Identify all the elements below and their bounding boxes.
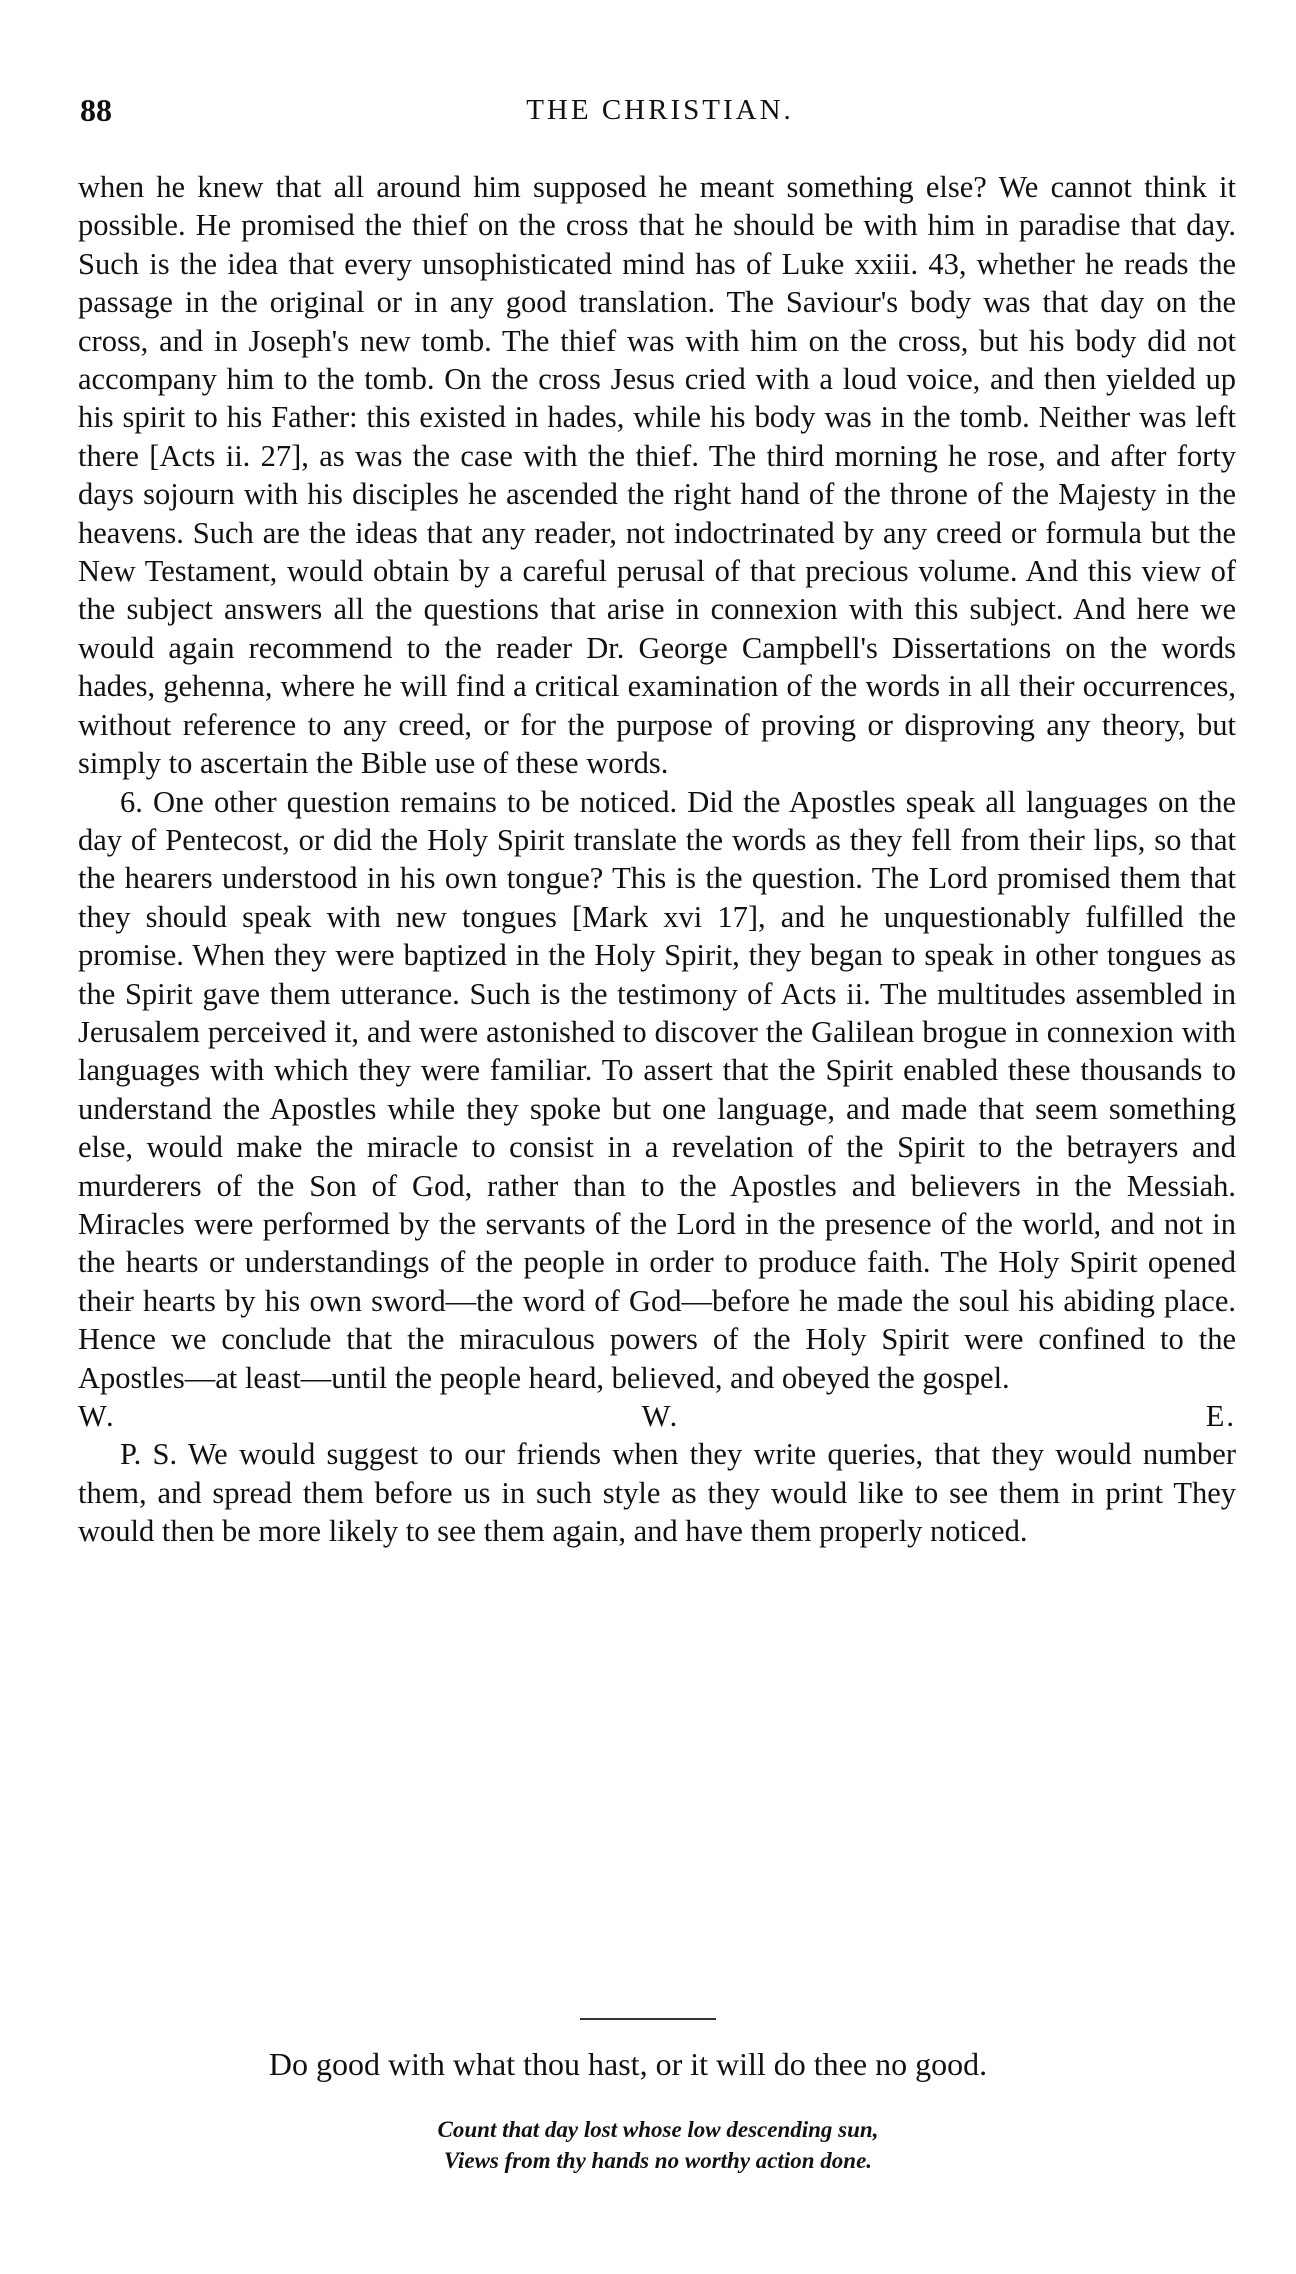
verse-line-1: Count that day lost whose low descending sun, [437, 2117, 879, 2142]
verse [0, 2114, 1296, 2176]
signature-line [78, 1397, 1236, 1435]
page-header [80, 92, 1240, 142]
postscript: P. S. We would suggest to our friends when they write queries, that they would number them, and spread them before us in such style as they would like to see them in print They would then be more likely to see them again, and have them properly noticed. [78, 1437, 1236, 1549]
maxim: Do good with what thou hast, or it will do thee no good. [268, 2046, 988, 2082]
article-body [78, 168, 1236, 1551]
page-number: 88 [80, 92, 112, 128]
verse-line-2: Views from thy hands no worthy action done. [443, 2148, 873, 2173]
author-signature: W. W. E. [78, 1399, 1236, 1433]
section-divider [580, 2018, 716, 2020]
running-title: THE CHRISTIAN. [526, 94, 794, 126]
paragraph-continued: when he knew that all around him supposed he meant something else? We cannot think it possible. He promised the thief on the cross that he should be with him in paradise that day. Such is the idea that every unsophisticated mind has of Luke xxiii. 43, whether he reads the passage in the original or in any good translation. The Saviour's body was that day on the cross, and in Joseph's new tomb. The thief was with him on the cross, but his body did not accompany him to the tomb. On the cross Jesus cried with a loud voice, and then yielded up his spirit to his Father: this existed in hades, while his body was in the tomb. Neither was left there [Acts ii. 27], as was the case with the thief. The third morning he rose, and after forty days sojourn with his disciples he ascended the right hand of the throne of the Majesty in the heavens. Such are the ideas that any reader, not indoctrinated by any creed or formula but the New Testament, would obtain by a careful perusal of that precious volume. And this view of the subject answers all the questions that arise in connexion with this subject. And here we would again recommend to the reader Dr. George Campbell's Dissertations on the words hades, gehenna, where he will find a critical examination of the words in all their occurrences, without reference to any creed, or for the purpose of proving or disproving any theory, but simply to ascertain the Bible use of these words. [78, 170, 1236, 781]
paragraph-question-six: 6. One other question remains to be noticed. Did the Apostles speak all languages on the day of Pentecost, or did the Holy Spirit translate the words as they fell from their lips, so that the hearers understood in his own tongue? This is the question. The Lord promised them that they should speak with new tongues [Mark xvi 17], and he unquestionably fulfilled the promise. When they were baptized in the Holy Spirit, they began to speak in other tongues as the Spirit gave them utterance. Such is the testimony of Acts ii. The multitudes assembled in Jerusalem perceived it, and were astonished to discover the Galilean brogue in connexion with languages with which they were familiar. To assert that the Spirit enabled these thousands to understand the Apostles while they spoke but one language, and made that seem something else, would make the miracle to consist in a revelation of the Spirit to the betrayers and murderers of the Son of God, rather than to the Apostles and believers in the Messiah. Miracles were performed by the servants of the Lord in the presence of the world, and not in the hearts or understandings of the people in order to produce faith. The Holy Spirit opened their hearts by his own sword—the word of God—before he made the soul his abiding place. Hence we conclude that the miraculous powers of the Holy Spirit were confined to the Apostles—at least—until the people heard, believed, and obeyed the gospel. [78, 784, 1236, 1395]
